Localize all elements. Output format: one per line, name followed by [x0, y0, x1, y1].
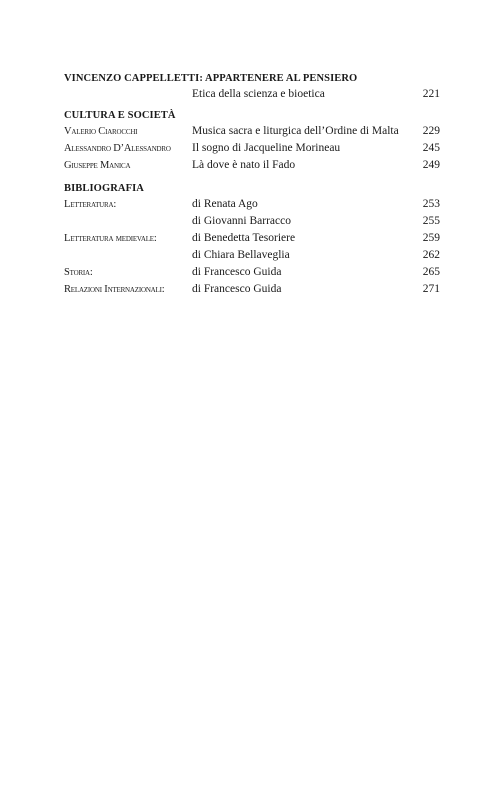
toc-author: Alessandro D’Alessandro: [64, 143, 171, 154]
toc-title: di Giovanni Barracco: [192, 215, 291, 227]
toc-page-number: 271: [422, 283, 440, 295]
toc-entry: [64, 123, 440, 140]
spacer: [64, 174, 440, 182]
toc-entry: [64, 86, 440, 103]
toc-entry: [64, 281, 440, 298]
toc-entry: [64, 157, 440, 174]
toc-page-number: 253: [422, 198, 440, 210]
toc-page-number: 262: [422, 249, 440, 261]
section-heading-cappelletti: VINCENZO CAPPELLETTI: APPARTENERE AL PENSIERO: [64, 73, 358, 84]
toc-title: di Francesco Guida: [192, 283, 282, 295]
toc-title: Etica della scienza e bioetica: [192, 88, 325, 100]
toc-entry: [64, 247, 440, 264]
toc-category: Storia:: [64, 267, 93, 278]
toc-page-number: 245: [422, 142, 440, 154]
toc-entry: [64, 140, 440, 157]
toc-page-number: 255: [422, 215, 440, 227]
toc-entry: [64, 230, 440, 247]
toc-page-number: 249: [422, 159, 440, 171]
toc-title: di Renata Ago: [192, 198, 258, 210]
toc-page-number: 259: [422, 232, 440, 244]
toc-author: Valerio Ciarocchi: [64, 126, 138, 137]
toc-title: di Francesco Guida: [192, 266, 282, 278]
toc-title: Là dove è nato il Fado: [192, 159, 296, 171]
toc-title: di Benedetta Tesoriere: [192, 232, 296, 244]
toc-page-number: 265: [422, 266, 440, 278]
section-heading-cultura: CULTURA E SOCIETÀ: [64, 110, 176, 121]
table-of-contents: [64, 72, 440, 298]
toc-entry: [64, 196, 440, 213]
toc-page-number: 221: [422, 88, 440, 100]
toc-entry: [64, 213, 440, 230]
toc-category: Letteratura:: [64, 199, 117, 210]
toc-page-number: 229: [422, 125, 440, 137]
toc-title: di Chiara Bellaveglia: [192, 249, 290, 261]
toc-author: Giuseppe Manica: [64, 160, 131, 171]
toc-title: Il sogno di Jacqueline Morineau: [192, 142, 341, 154]
toc-entry: [64, 264, 440, 281]
toc-category: Relazioni Internazionali:: [64, 284, 165, 295]
toc-category: Letteratura medievale:: [64, 233, 157, 244]
toc-title: Musica sacra e liturgica dell’Ordine di Malta: [192, 125, 399, 137]
section-heading-bibliografia: BIBLIOGRAFIA: [64, 183, 144, 194]
